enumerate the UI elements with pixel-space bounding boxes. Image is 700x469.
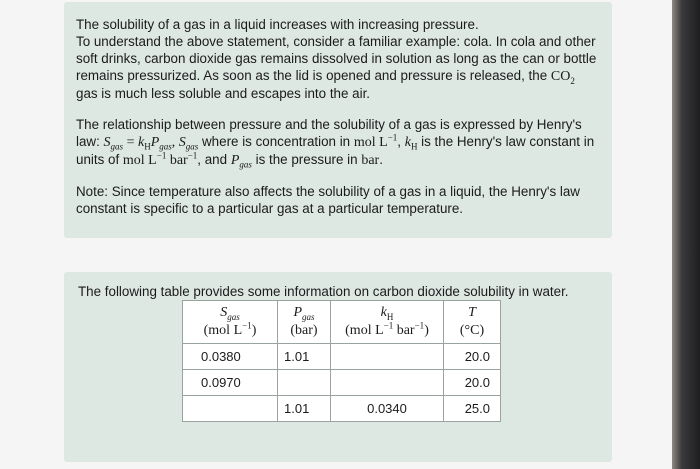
header-kh-sub: H <box>386 311 394 322</box>
law-unit-bar2: bar <box>361 153 380 168</box>
cell-pgas: 1.01 <box>278 396 331 422</box>
law-k-sub: H <box>144 141 151 152</box>
header-pgas-unit: (bar) <box>290 323 318 338</box>
law-text-2: where is concentration in <box>198 134 354 149</box>
cell-t: 20.0 <box>444 344 501 370</box>
intro-paragraph <box>76 16 600 102</box>
header-sgas-sup: −1 <box>242 320 252 331</box>
header-kh-sym: k <box>380 305 387 320</box>
law-comma: , <box>171 135 179 150</box>
law-s: S <box>103 135 111 150</box>
intro-text-b: gas is much less soluble and escapes into the air. <box>76 86 371 101</box>
cell-kh <box>331 344 444 370</box>
header-kh-sup: −1 <box>383 320 394 331</box>
cell-pgas <box>278 370 331 396</box>
header-pgas-sub: gas <box>302 311 315 322</box>
header-kh-sup2: −1 <box>414 320 425 331</box>
law-unit-sup3: −1 <box>187 150 198 161</box>
law-text-4: is the Henry's law constant in units of <box>76 134 595 167</box>
law-k2: k <box>404 135 411 150</box>
law-text-6: is the pressure in <box>251 152 362 167</box>
header-kh-unit-end: ) <box>424 323 429 338</box>
header-sgas-sym: S <box>220 305 228 320</box>
law-unit-mol: mol L <box>353 135 388 150</box>
law-s-sub: gas <box>110 141 124 152</box>
table-header-row <box>183 301 501 344</box>
header-pgas-sym: P <box>293 305 303 320</box>
cell-pgas: 1.01 <box>278 344 331 370</box>
law-p2-sub: gas <box>239 159 252 170</box>
law-text-1: The relationship between pressure and the solubility of a gas is expressed by Henry's law: <box>76 117 582 149</box>
law-unit-sup: −1 <box>387 132 398 143</box>
cell-t: 25.0 <box>444 396 501 422</box>
law-unit-bar: bar <box>166 153 188 168</box>
law-p: P <box>150 135 160 150</box>
header-kh-unit-mid: bar <box>393 323 415 338</box>
law-s2-sub: gas <box>185 141 199 152</box>
intro-card <box>64 2 612 238</box>
table-row <box>183 344 501 370</box>
co2-formula <box>551 69 575 84</box>
header-sgas-unit: (mol L <box>203 323 243 338</box>
law-k2-sub: H <box>410 141 418 152</box>
table-row <box>183 396 501 422</box>
cell-sgas: 0.0380 <box>183 344 278 370</box>
intro-text-a: To understand the above statement, consider a familiar example: cola. In cola and other soft drinks, carbon dioxide gas remains dissolved in solution as long as the can or bottle remains pressurized. As soon as the lid is opened and pressure is released, the <box>76 34 597 83</box>
law-p-sub: gas <box>159 141 172 152</box>
header-kh <box>331 301 444 344</box>
law-unit-mol2: mol L <box>122 153 157 168</box>
header-t-sym: T <box>468 305 476 320</box>
header-sgas-sub: gas <box>227 311 240 322</box>
law-eq: = <box>123 135 138 150</box>
intro-line1: The solubility of a gas in a liquid increases with increasing pressure. <box>76 17 479 32</box>
law-period: . <box>379 152 383 167</box>
background-edge <box>672 0 700 469</box>
law-unit-sup2: −1 <box>156 150 167 161</box>
solubility-table <box>182 300 501 422</box>
law-k: k <box>137 135 145 150</box>
header-sgas <box>183 301 278 344</box>
header-t-unit: (°C) <box>459 323 485 338</box>
law-text-5: , and <box>197 152 231 167</box>
cell-sgas: 0.0970 <box>183 370 278 396</box>
table-caption: The following table provides some information on carbon dioxide solubility in water. <box>78 284 569 299</box>
co2-sub: 2 <box>570 75 575 86</box>
law-p2: P <box>230 153 240 168</box>
cell-t: 20.0 <box>444 370 501 396</box>
law-s2: S <box>178 135 186 150</box>
law-text-3: , <box>397 134 405 149</box>
header-pgas <box>278 301 331 344</box>
cell-sgas <box>183 396 278 422</box>
cell-kh <box>331 370 444 396</box>
cell-kh: 0.0340 <box>331 396 444 422</box>
header-sgas-unit-end: ) <box>251 323 257 338</box>
header-t <box>444 301 501 344</box>
header-kh-unit: (mol L <box>345 323 384 338</box>
co2-c: CO <box>550 69 571 84</box>
law-paragraph <box>76 116 600 169</box>
table-row <box>183 370 501 396</box>
note-paragraph: Note: Since temperature also affects the solubility of a gas in a liquid, the Henry's law constant is specific to a particular gas at a particular temperature. <box>76 184 580 216</box>
